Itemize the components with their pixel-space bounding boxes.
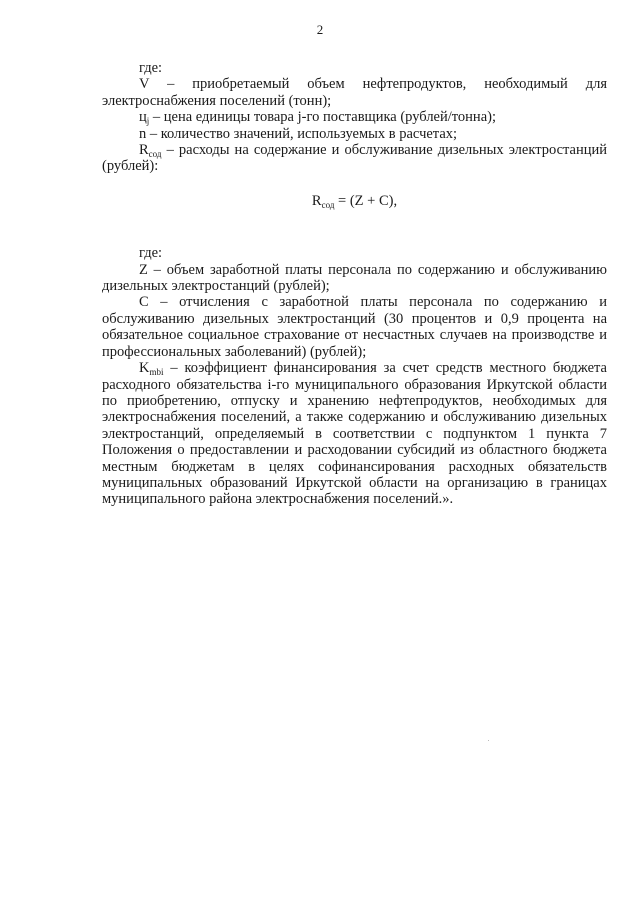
formula-subscript: сод (321, 199, 335, 210)
definition-K (102, 360, 607, 508)
formula (102, 193, 607, 209)
where-label-1: где: (139, 60, 163, 76)
document-body (102, 60, 607, 508)
R-text: – расходы на содержание и обслуживание дизельных электростанций (рублей): (102, 142, 607, 175)
K-symbol: K (139, 360, 150, 377)
formula-rhs: = (Z + C), (334, 192, 398, 209)
where-label-2: где: (139, 245, 163, 262)
scan-speck (488, 740, 489, 741)
definition-R (102, 142, 607, 175)
price-subscript: j (146, 116, 150, 127)
definition-n: n – количество значений, используемых в расчетах; (139, 125, 458, 142)
definition-Z: Z – объем заработной платы персонала по содержанию и обслуживанию дизельных электростанций (рублей); (102, 261, 607, 295)
price-symbol: ц (139, 109, 147, 126)
R-symbol: R (139, 142, 149, 159)
K-subscript: mbi (149, 367, 164, 378)
K-text: – коэффициент финансирования за счет средств местного бюджета расходного обязательства i-го муниципального образования Иркутской области по приобретению, отпуску и хранению нефтепродуктов, необходимых для электроснабжения поселений, а также содержанию и обслуживанию дизельных электростанций, определяемый в соответствии с подпунктом 1 пункта 7 Положения о предоставлении и расходовании субсидий из областного бюджета местным бюджетам в целях софинансирования расходных обязательств муниципальных образований Иркутской области на организацию в границах муниципального района электроснабжения поселений.». (102, 360, 607, 508)
price-text: – цена единицы товара j-го поставщика (рублей/тонна); (149, 109, 496, 126)
definition-price (102, 109, 607, 125)
definition-C: C – отчисления с заработной платы персонала по содержанию и обслуживанию дизельных электростанций (30 процентов и 0,9 процента на обязательное социальное страхование от несчастных случаев на производстве и профессиональных заболеваний) (рублей); (102, 294, 607, 360)
R-subscript: сод (148, 149, 162, 160)
page-number: 2 (316, 22, 324, 37)
formula-lhs: R (311, 192, 322, 209)
definition-V: V – приобретаемый объем нефтепродуктов, необходимый для электроснабжения поселений (тонн); (102, 76, 607, 109)
